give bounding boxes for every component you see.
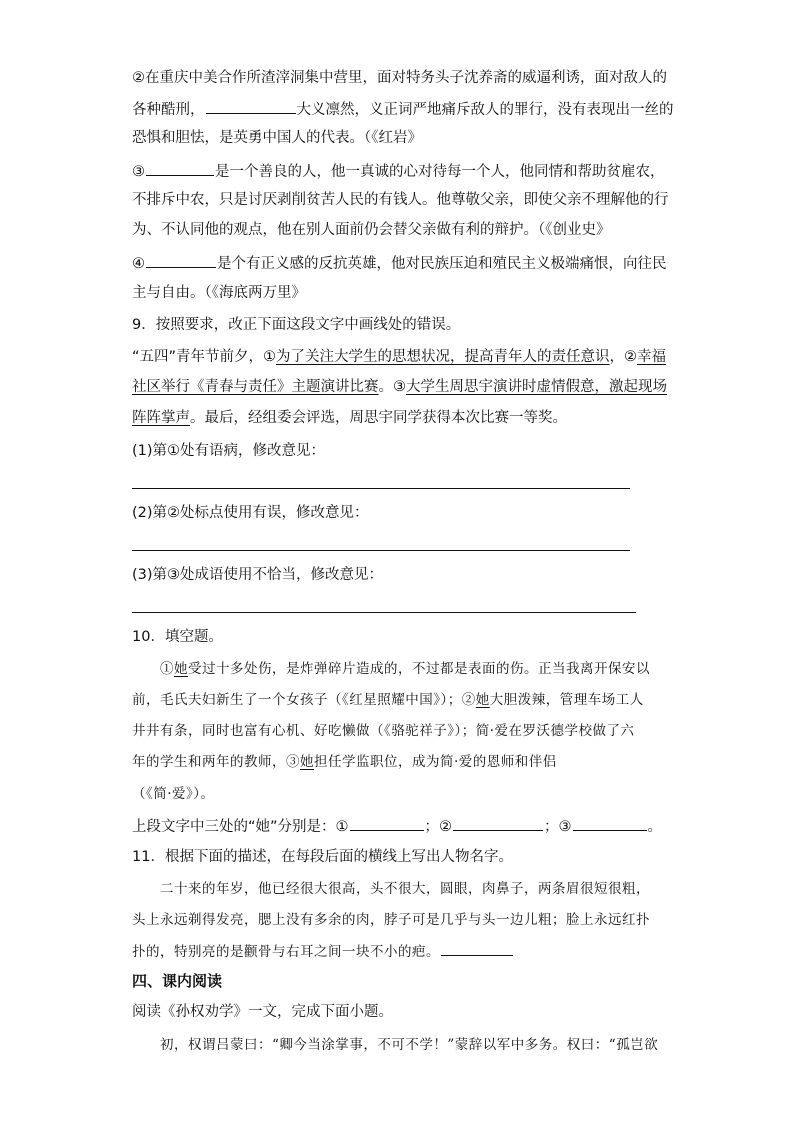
q8-item4-line1: ④ 是个有正义感的反抗英雄，他对民族压迫和殖民主义极端痛恨，向往民: [132, 252, 667, 274]
q11-passage-line1: 二十来的年岁，他已经很大很高，头不很大，圆眼，肉鼻子，两条眉很短很粗，: [160, 881, 650, 897]
q9-sub1: (1)第①处有语病，修改意见：: [132, 443, 326, 459]
q9-sub1-answer-line[interactable]: [132, 488, 630, 489]
q10-passage-line1: ①她受过十多处伤，是炸弹碎片造成的，不过都是表面的伤。正当我离开保安以: [160, 661, 650, 677]
section-heading: 四、课内阅读: [132, 972, 223, 990]
q10-title: 10．填空题。: [132, 629, 223, 645]
q11-passage-line2: 头上永远剃得发亮，腮上没有多余的肉，脖子可是几乎与头一边儿粗；脸上永远红扑: [132, 912, 650, 928]
q10-passage-line3: 井井有条，同时也富有心机、好吃懒做（《骆驼祥子》）；简·爱在罗沃德学校做了六: [132, 723, 635, 739]
answer-blank[interactable]: [441, 940, 513, 956]
q10-passage-line2: 前，毛氏夫妇新生了一个女孩子（《红星照耀中国》）；②她大胆泼辣，管理车场工人: [132, 692, 644, 708]
q8-item3-line2: 不排斥中农，只是讨厌剥削贫苦人民的有钱人。他尊敬父亲，即使父亲不理解他的行: [132, 192, 669, 208]
q10-fill-line: 上段文字中三处的“她”分别是：① ；② ；③ 。: [132, 815, 662, 837]
q8-item2-line1: ②在重庆中美合作所渣滓洞集中营里，面对特务头子沈养斋的威逼利诱，面对敌人的: [132, 70, 667, 86]
q9-sub3-answer-line[interactable]: [132, 612, 636, 613]
q8-item3-line3: 为、不认同他的观点，他在别人面前仍会替父亲做有利的辩护。（《创业史》: [132, 222, 611, 238]
q9-passage-line2: 社区举行《青春与责任》主题演讲比赛。③大学生周思宇演讲时虚情假意，激起现场: [132, 379, 667, 395]
q8-item2-line2: 各种酷刑， 大义凛然，义正词严地痛斥敌人的罪行，没有表现出一丝的: [132, 98, 674, 120]
q8-item2-line3: 恐惧和胆怯，是英勇中国人的代表。（《红岩》: [132, 130, 422, 146]
q9-title: 9．按照要求，改正下面这段文字中画线处的错误。: [132, 317, 461, 333]
answer-blank[interactable]: [206, 98, 296, 114]
q9-sub2: (2)第②处标点使用有误，修改意见：: [132, 505, 369, 521]
answer-blank[interactable]: [146, 160, 214, 176]
answer-blank[interactable]: [573, 815, 647, 831]
q8-item4-line2: 主与自由。（《海底两万里》: [132, 285, 306, 301]
answer-blank[interactable]: [350, 815, 424, 831]
answer-blank[interactable]: [146, 252, 216, 268]
section4-instruction: 阅读《孙权劝学》一文，完成下面小题。: [132, 1004, 393, 1020]
q9-sub2-answer-line[interactable]: [132, 550, 630, 551]
q8-item3-line1: ③ 是一个善良的人，他一真诚的心对待每一个人，他同情和帮助贫雇农，: [132, 160, 665, 182]
answer-blank[interactable]: [453, 815, 543, 831]
q10-passage-line5: （《简·爱》）。: [132, 786, 215, 802]
q11-title: 11．根据下面的描述，在每段后面的横线上写出人物名字。: [132, 849, 513, 865]
q10-passage-line4: 年的学生和两年的教师，③她担任学监职位，成为简·爱的恩师和伴侣: [132, 754, 557, 770]
q9-passage-line3: 阵阵掌声。最后，经组委会评选，周思宇同学获得本次比赛一等奖。: [132, 410, 567, 426]
section4-passage-line1: 初，权谓吕蒙曰：“卿今当涂掌事，不可不学！”蒙辞以军中多务。权曰：“孤岂欲: [160, 1037, 659, 1053]
q9-passage-line1: “五四”青年节前夕，①为了关注大学生的思想状况，提高青年人的责任意识，②幸福: [132, 349, 667, 365]
q9-sub3: (3)第③处成语使用不恰当，修改意见：: [132, 567, 384, 583]
q11-passage-line3: 扑的，特别亮的是颧骨与右耳之间一块不小的疤。: [132, 940, 514, 962]
